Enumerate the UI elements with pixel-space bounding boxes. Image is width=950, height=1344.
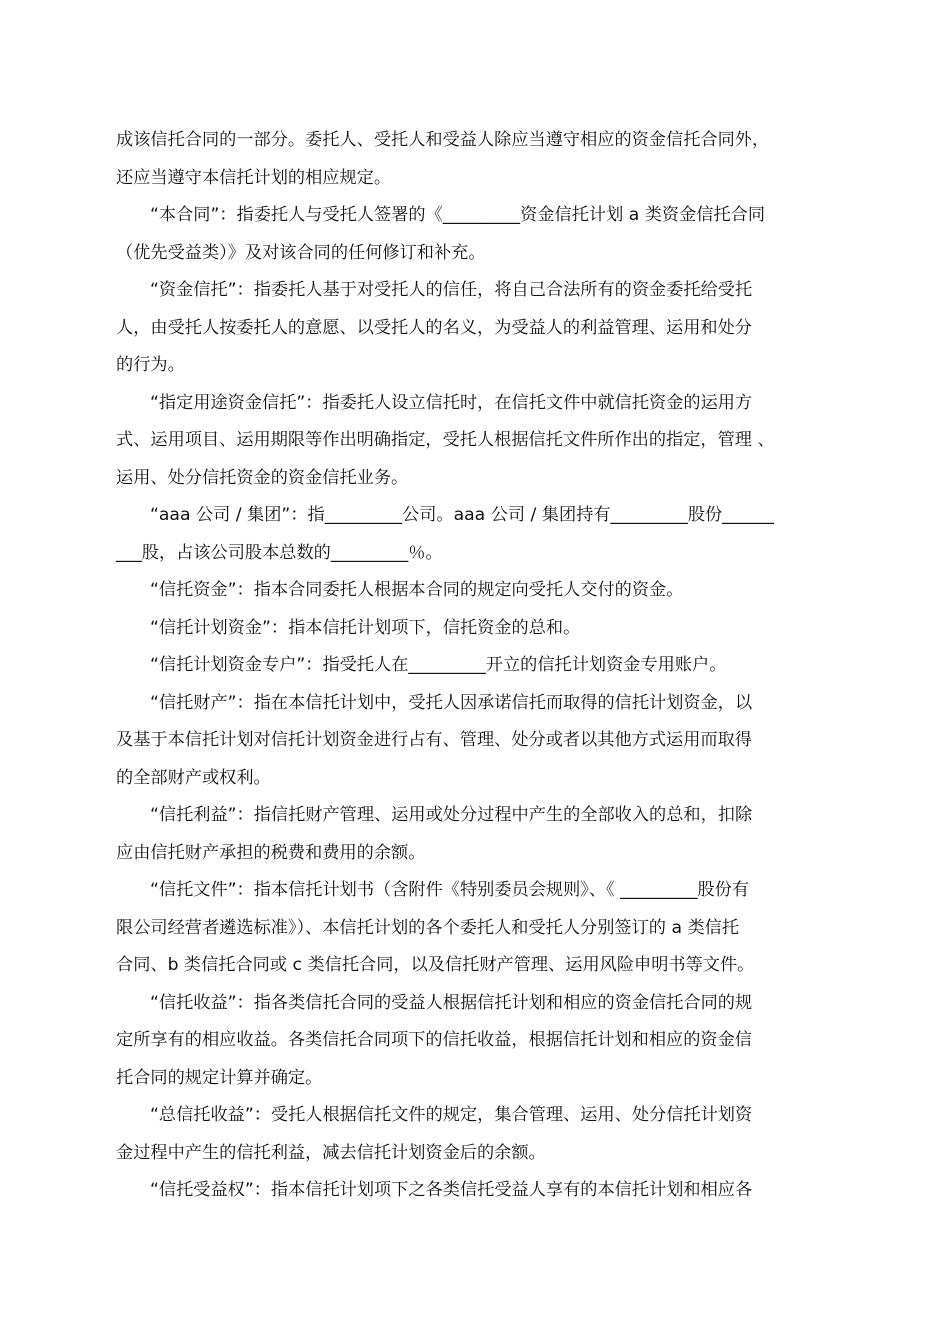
paragraph-definition-designated-trust: [116, 385, 848, 498]
text-line: 金过程中产生的信托利益，减去信托计划资金后的余额。: [116, 1142, 546, 1163]
text-line: 及基于本信托计划对信托计划资金进行占有、管理、处分或者以其他方式运用而取得: [116, 730, 752, 750]
document-body: [116, 122, 848, 1210]
text-line: “信托资金”：指本合同委托人根据本合同的规定向受托人交付的资金。: [150, 580, 684, 600]
text-line: 的行为。: [116, 355, 185, 375]
text-line: “信托受益权”：指本信托计划项下之各类信托受益人享有的本信托计划和相应各: [150, 1180, 753, 1200]
paragraph-definition-trust-income: [116, 985, 848, 1098]
text-line: “总信托收益”：受托人根据信托文件的规定，集合管理、运用、处分信托计划资: [150, 1105, 753, 1125]
text-line: “信托利益”：指信托财产管理、运用或处分过程中产生的全部收入的总和，扣除: [150, 805, 753, 825]
paragraph-definition-trust-documents: [116, 872, 848, 985]
text-line: 合同、b 类信托合同或 c 类信托合同，以及信托财产管理、运用风险申明书等文件。: [116, 955, 755, 975]
text-line: 式、运用项目、运用期限等作出明确指定，受托人根据信托文件所作出的指定，管理 、: [116, 430, 775, 450]
text-line: 还应当遵守本信托计划的相应规定。: [116, 167, 392, 188]
text-line: 定所享有的相应收益。各类信托合同项下的信托收益，根据信托计划和相应的资金信: [116, 1030, 752, 1050]
paragraph-definition-fund-trust: [116, 272, 848, 385]
text-line: “资金信托”：指委托人基于对受托人的信任，将自己合法所有的资金委托给受托: [150, 280, 753, 300]
text-line: “信托计划资金专户”：指受托人在_________开立的信托计划资金专用账户。: [150, 655, 727, 675]
text-line: 成该信托合同的一部分。委托人、受托人和受益人除应当遵守相应的资金信托合同外，: [116, 130, 770, 150]
text-line: “本合同”：指委托人与受托人签署的《_________资金信托计划 a 类资金信托合同: [150, 205, 766, 225]
text-line: 托合同的规定计算并确定。: [116, 1067, 323, 1088]
text-line: 应由信托财产承担的税费和费用的余额。: [116, 842, 426, 863]
paragraph-definition-plan-funds: [116, 610, 848, 648]
paragraph-definition-beneficial-right: [116, 1172, 848, 1210]
text-line: 运用、处分信托资金的资金信托业务。: [116, 467, 409, 488]
paragraph-definition-total-income: [116, 1097, 848, 1172]
text-line: （优先受益类）》及对该合同的任何修订和补充。: [116, 242, 486, 263]
text-line: 的全部财产或权利。: [116, 767, 271, 788]
text-line: “信托文件”：指本信托计划书（含附件《特别委员会规则》、《 _________股份有: [150, 880, 750, 900]
paragraph-definition-trust-property: [116, 685, 848, 798]
text-line: “aaa 公司 / 集团”：指_________公司。aaa 公司 / 集团持有_________股份______: [150, 505, 774, 525]
text-line: “指定用途资金信托”：指委托人设立信托时，在信托文件中就信托资金的运用方: [150, 392, 753, 413]
paragraph-definition-company: [116, 497, 848, 572]
paragraph-definition-trust-benefit: [116, 797, 848, 872]
text-line: “信托计划资金”：指本信托计划项下，信托资金的总和。: [150, 617, 581, 638]
paragraph-definition-plan-account: [116, 647, 848, 685]
paragraph-definition-contract: [116, 197, 848, 272]
paragraph-definition-trust-funds: [116, 572, 848, 610]
paragraph-continuation: [116, 122, 848, 197]
text-line: 人，由受托人按委托人的意愿、以受托人的名义，为受益人的利益管理、运用和处分: [116, 317, 752, 338]
text-line: 限公司经营者遴选标准》）、本信托计划的各个委托人和受托人分别签订的 a 类信托: [116, 917, 740, 938]
text-line: ___股，占该公司股本总数的_________％。: [116, 542, 443, 563]
text-line: “信托财产”：指在本信托计划中，受托人因承诺信托而取得的信托计划资金，以: [150, 692, 753, 713]
text-line: “信托收益”：指各类信托合同的受益人根据信托计划和相应的资金信托合同的规: [150, 992, 753, 1013]
